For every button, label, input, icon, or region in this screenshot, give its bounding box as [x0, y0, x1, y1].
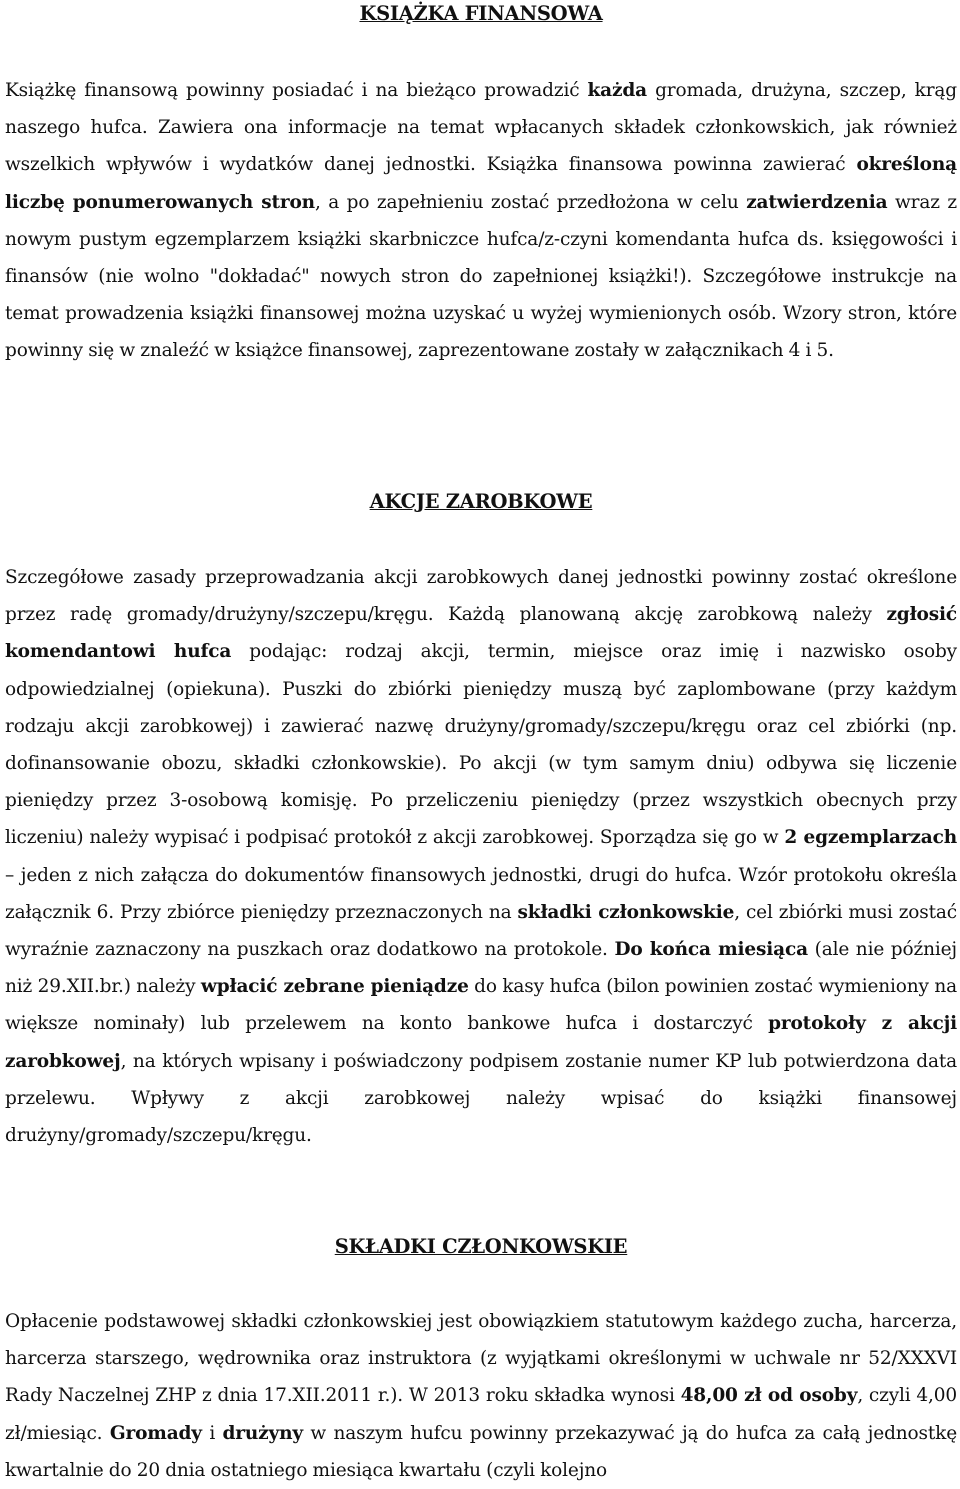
emphasis-text: każda [587, 80, 647, 101]
body-text: (ale nie później niż 29.XII.br.) należy [5, 939, 957, 998]
section-heading-akcje-zarobkowe: AKCJE ZAROBKOWE [369, 490, 593, 513]
body-text: Książkę finansową powinny posiadać i na bieżąco prowadzić [5, 80, 588, 101]
body-text: wraz z nowym pustym egzemplarzem książki skarbniczce hufca/z-czyni komendanta hufca ds. księgowości i finansów (nie wolno "dokładać" nowych stron do zapełnionej książki!). Szczegółowe instrukcje na temat prowadzenia książki finansowej można uzyskać u wyżej wymienionych osób. Wzory stron, które powinny się w znaleźć w książce finansowej, zaprezentowane zostały w załącznikach 4 i 5. [5, 191, 957, 362]
body-text: , na których wpisany i poświadczony podpisem zostanie numer KP lub potwierdzona data przelewu. Wpływy z akcji zarobkowej należy wpisać do książki finansowej drużyny/gromady/szczepu/kręgu. [5, 1050, 957, 1147]
body-text: Szczegółowe zasady przeprowadzania akcji zarobkowych danej jednostki powinny zostać określone przez radę gromady/drużyny/szczepu/kręgu. Każdą planowaną akcję zarobkową należy [5, 567, 957, 626]
emphasis-text: 2 egzemplarzach [784, 827, 958, 849]
body-text: gromada, drużyna, szczep, krąg naszego hufca. Zawiera ona informacje na temat wpłacanych składek członkowskich, jak również wszelkich wpływów i wydatków danej jednostki. Książka finansowa powinna zawierać [5, 80, 957, 176]
emphasis-text: Gromady [109, 1422, 202, 1444]
emphasis-text: 48,00 zł od osoby [680, 1385, 858, 1407]
body-text: i [201, 1422, 223, 1444]
emphasis-text: drużyny [222, 1422, 304, 1444]
section-heading-skladki-czlonkowskie: SKŁADKI CZŁONKOWSKIE [334, 1235, 628, 1258]
body-text: w naszym hufcu powinny przekazywać ją do hufca za całą jednostkę kwartalnie do 20 dnia ostatniego miesiąca kwartału (czyli kolejno [5, 1422, 957, 1481]
body-text: do kasy hufca (bilon powinien zostać wymieniony na większe nominały) lub przelewem na konto bankowe hufca i dostarczyć [5, 976, 957, 1035]
section-heading-ksiazka-finansowa: KSIĄŻKA FINANSOWA [359, 2, 603, 25]
section-paragraph-akcje-zarobkowe [5, 559, 957, 1154]
body-text: – jeden z nich załącza do dokumentów finansowych jednostki, drugi do hufca. Wzór protokołu określa załącznik 6. Przy zbiórce pieniędzy przeznaczonych na [5, 864, 957, 923]
emphasis-text: wpłacić zebrane pieniądze [200, 976, 469, 998]
body-text: , cel zbiórki musi zostać wyraźnie zaznaczony na puszkach oraz dodatkowo na protokole. [5, 901, 957, 961]
body-text: , czyli 4,00 zł/miesiąc. [5, 1385, 957, 1444]
section-paragraph-skladki-czlonkowskie [5, 1303, 957, 1489]
body-text: Opłacenie podstawowej składki członkowskiej jest obowiązkiem statutowym każdego zucha, harcerza, harcerza starszego, wędrownika oraz instruktora (z wyjątkami określonymi w uchwale nr 52/XXXVI Rady Naczelnej ZHP z dnia 17.XII.2011 r.). W 2013 roku składka wynosi [5, 1311, 957, 1407]
emphasis-text: składki członkowskie [517, 901, 735, 923]
emphasis-text: Do końca miesiąca [614, 939, 808, 961]
emphasis-text: zgłosić komendantowi hufca [5, 604, 957, 663]
section-paragraph-ksiazka-finansowa [5, 72, 957, 370]
body-text: podając: rodzaj akcji, termin, miejsce oraz imię i nazwisko osoby odpowiedzialnej (opiekuna). Puszki do zbiórki pieniędzy muszą być zaplombowane (przy każdym rodzaju akcji zarobkowej) i zawierać nazwę drużyny/gromady/szczepu/kręgu oraz cel zbiórki (np. dofinansowanie obozu, składki członkowskie). Po akcji (w tym samym dniu) odbywa się liczenie pieniędzy przez 3-osobową komisję. Po przeliczeniu pieniędzy (przez wszystkich obecnych przy liczeniu) należy wypisać i podpisać protokół z akcji zarobkowej. Sporządza się go w [5, 641, 957, 849]
emphasis-text: określoną liczbę ponumerowanych stron [5, 154, 957, 213]
emphasis-text: protokoły z akcji zarobkowej [5, 1013, 957, 1072]
body-text: , a po zapełnieniu zostać przedłożona w celu [314, 191, 747, 213]
emphasis-text: zatwierdzenia [746, 191, 888, 213]
